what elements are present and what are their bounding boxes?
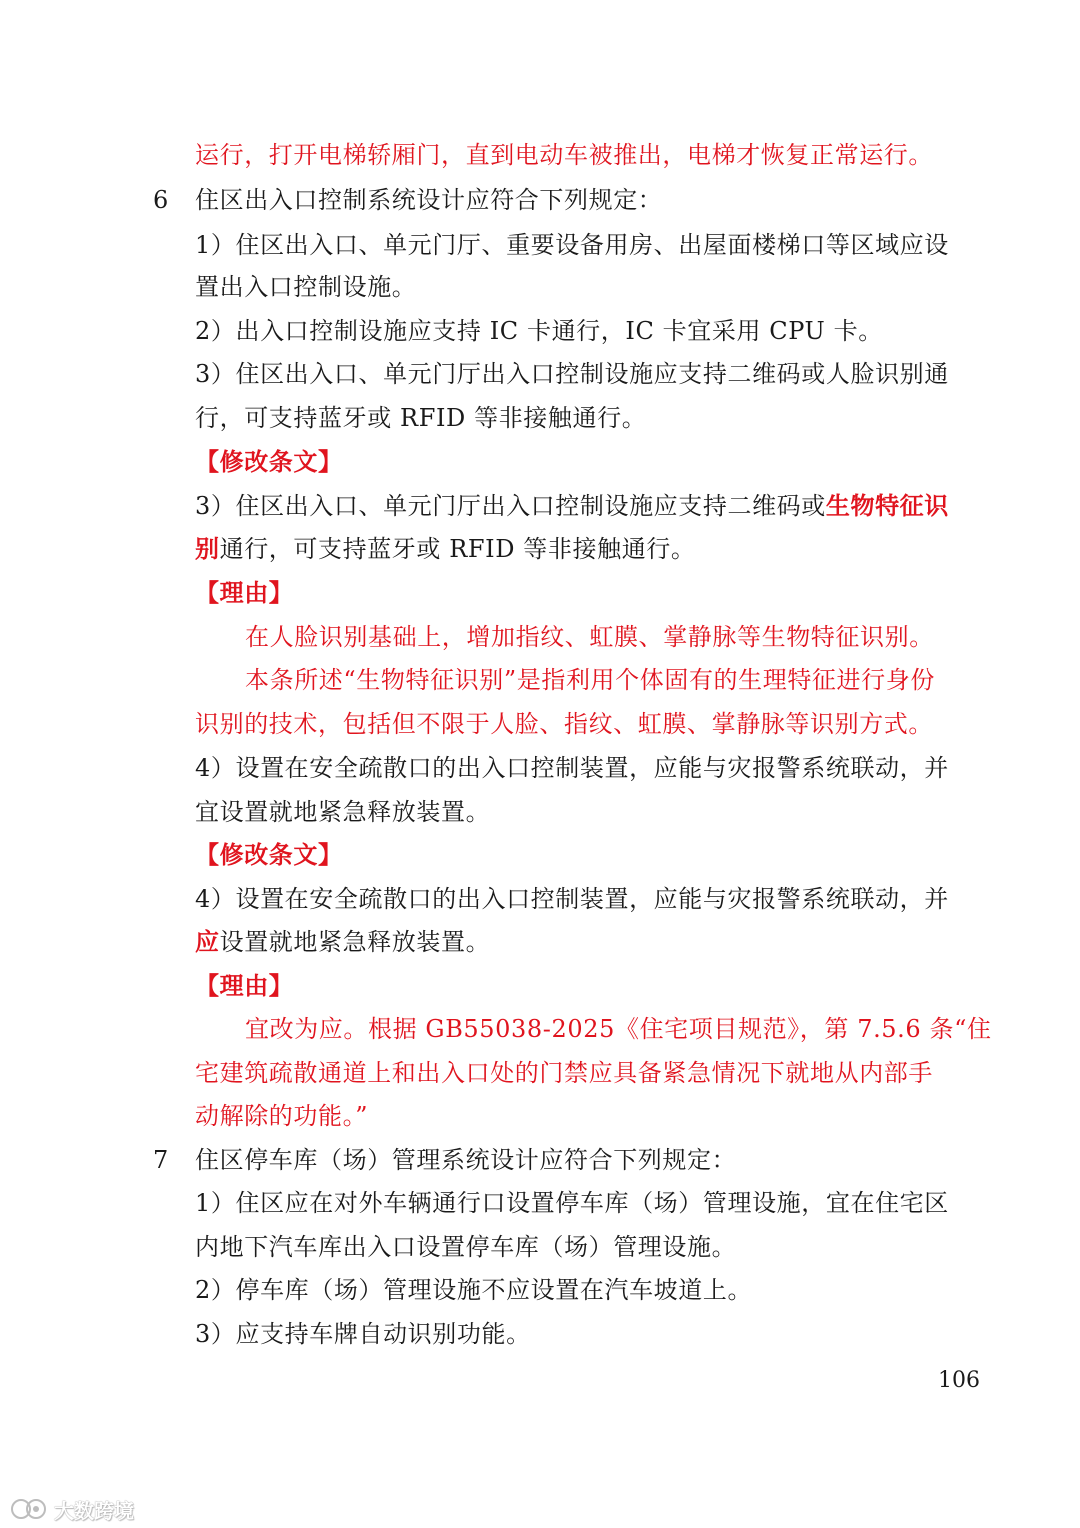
line-text: 3）住区出入口、单元门厅出入口控制设施应支持二维码或: [195, 492, 826, 520]
line-text: 【理由】: [195, 578, 294, 607]
text-line: [195, 1232, 975, 1262]
text-line: [195, 927, 975, 957]
line-text: 运行，打开电梯轿厢门，直到电动车被推出，电梯才恢复正常运行。: [195, 141, 933, 169]
clause-number: 7: [153, 1146, 169, 1174]
page-number: 106: [938, 1368, 980, 1393]
text-line: [195, 797, 975, 827]
text-line: [195, 447, 975, 477]
line-text: 3）应支持车牌自动识别功能。: [195, 1320, 531, 1348]
text-line: [245, 665, 975, 695]
line-text: 2）出入口控制设施应支持 IC 卡通行，IC 卡宜采用 CPU 卡。: [195, 317, 883, 345]
line-text: 通行，可支持蓝牙或 RFID 等非接触通行。: [219, 535, 696, 563]
text-line: [195, 709, 975, 739]
watermark: [10, 1494, 134, 1524]
text-line: [195, 230, 975, 260]
highlight-text: 应: [195, 927, 220, 956]
text-line: [195, 1188, 975, 1218]
line-text: 4）设置在安全疏散口的出入口控制装置，应能与灾报警系统联动，并: [195, 885, 949, 913]
text-line: [195, 1275, 975, 1305]
line-text: 4）设置在安全疏散口的出入口控制装置，应能与灾报警系统联动，并: [195, 754, 949, 782]
text-line: [195, 1319, 975, 1349]
line-text: 在人脸识别基础上，增加指纹、虹膜、掌静脉等生物特征识别。: [245, 623, 934, 651]
text-line: [195, 1058, 975, 1088]
text-line: [245, 1014, 992, 1044]
brand-logo-icon: [10, 1496, 48, 1522]
clause-number: 6: [153, 186, 169, 214]
line-text: 1）住区出入口、单元门厅、重要设备用房、出屋面楼梯口等区域应设: [195, 231, 949, 259]
line-text: 宜改为应。根据 GB55038-2025《住宅项目规范》，第 7.5.6 条“住: [245, 1015, 992, 1043]
line-text: 识别的技术，包括但不限于人脸、指纹、虹膜、掌静脉等识别方式。: [195, 710, 933, 738]
line-text: 【修改条文】: [195, 447, 343, 476]
line-text: 2）停车库（场）管理设施不应设置在汽车坡道上。: [195, 1276, 753, 1304]
line-text: 行，可支持蓝牙或 RFID 等非接触通行。: [195, 404, 647, 432]
line-text: 【理由】: [195, 971, 294, 1000]
text-line: [195, 140, 975, 170]
line-text: 3）住区出入口、单元门厅出入口控制设施应支持二维码或人脸识别通: [195, 360, 949, 388]
text-line: [195, 1145, 975, 1175]
text-line: [195, 316, 975, 346]
text-line: [195, 1101, 975, 1131]
highlight-text: 生物特征识: [825, 491, 949, 520]
line-text: 设置就地紧急释放装置。: [219, 928, 491, 956]
highlight-text: 别: [195, 534, 220, 563]
line-text: 动解除的功能。”: [195, 1102, 369, 1130]
text-line: [195, 971, 975, 1001]
text-line: [245, 622, 975, 652]
line-text: 1）住区应在对外车辆通行口设置停车库（场）管理设施，宜在住宅区: [195, 1189, 949, 1217]
line-text: 内地下汽车库出入口设置停车库（场）管理设施。: [195, 1233, 737, 1261]
line-text: 【修改条文】: [195, 840, 343, 869]
text-line: [195, 272, 975, 302]
line-text: 置出入口控制设施。: [195, 273, 417, 301]
text-line: [195, 491, 975, 521]
text-line: [195, 534, 975, 564]
text-line: [195, 753, 975, 783]
text-line: [195, 403, 975, 433]
text-line: [195, 185, 975, 215]
text-line: [195, 884, 975, 914]
line-text: 宅建筑疏散通道上和出入口处的门禁应具备紧急情况下就地从内部手: [195, 1059, 933, 1087]
line-text: 宜设置就地紧急释放装置。: [195, 798, 491, 826]
line-text: 住区出入口控制系统设计应符合下列规定：: [195, 186, 663, 214]
line-text: 住区停车库（场）管理系统设计应符合下列规定：: [195, 1146, 737, 1174]
text-line: [195, 359, 975, 389]
watermark-text: 大数跨境: [54, 1498, 134, 1523]
text-line: [195, 840, 975, 870]
line-text: 本条所述“生物特征识别”是指利用个体固有的生理特征进行身份: [245, 666, 935, 694]
text-line: [195, 578, 975, 608]
